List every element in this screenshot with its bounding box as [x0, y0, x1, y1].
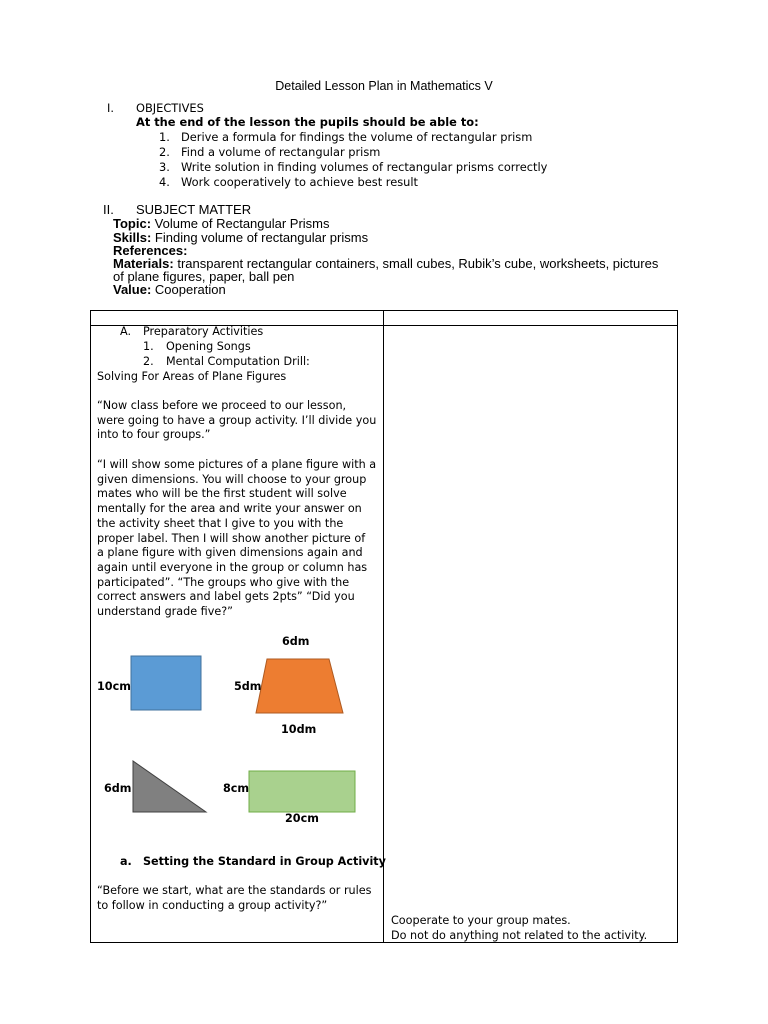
pupil-response — [391, 914, 676, 943]
rectangle-shape — [249, 771, 355, 812]
paragraph-line: mentally for the area and write your answer on — [97, 502, 362, 516]
triangle-shape — [133, 761, 206, 812]
paragraph-line: the activity sheet that I give to you with the — [97, 516, 344, 530]
triangle-label: 6dm — [104, 782, 132, 795]
objectives-intro: At the end of the lesson the pupils should be able to: — [136, 115, 479, 129]
trapezoid-shape — [256, 659, 343, 713]
paragraph-line: into to four groups.” — [97, 428, 211, 442]
paragraph-line: given dimensions. You will choose to your group — [97, 472, 367, 486]
table-column-divider — [383, 310, 384, 943]
objective-text: Work cooperatively to achieve best result — [181, 175, 419, 189]
paragraph-line: correct answers and label gets 2pts” “Did you — [97, 590, 355, 604]
square-shape — [131, 656, 201, 710]
topic-value: Volume of Rectangular Prisms — [154, 216, 330, 231]
document-title: Detailed Lesson Plan in Mathematics V — [275, 79, 493, 93]
materials-label: Materials: — [113, 256, 174, 271]
objectives-numeral: I. — [107, 101, 114, 115]
rectangle-side-label: 8cm — [223, 782, 250, 795]
references-label: References: — [113, 243, 188, 258]
prep-letter: A. — [120, 325, 132, 338]
paragraph-line: again until everyone in the group or column has — [97, 560, 368, 574]
plane-figures — [90, 630, 380, 830]
response-line: Do not do anything not related to the activity. — [391, 928, 648, 942]
teacher-paragraph-2 — [97, 458, 382, 620]
standard-heading: Setting the Standard in Group Activity — [143, 855, 386, 868]
rectangle-bottom-label: 20cm — [285, 812, 319, 825]
objective-num: 4. — [159, 175, 170, 189]
sub-item-num: 2. — [143, 355, 154, 368]
objective-num: 3. — [159, 160, 170, 174]
square-label: 10cm — [97, 680, 131, 693]
subject-matter-numeral: II. — [103, 202, 114, 217]
objective-num: 1. — [159, 130, 170, 144]
objective-text: Write solution in finding volumes of rectangular prisms correctly — [181, 160, 548, 174]
skills-label: Skills: — [113, 230, 152, 245]
value-line — [113, 282, 226, 297]
response-line: Cooperate to your group mates. — [391, 914, 571, 927]
paragraph-line: “Now class before we proceed to our lesson, — [97, 399, 347, 412]
objective-text: Find a volume of rectangular prism — [181, 145, 381, 159]
objective-num: 2. — [159, 145, 170, 159]
skills-value: Finding volume of rectangular prisms — [154, 230, 369, 245]
trapezoid-side-label: 5dm — [234, 680, 262, 693]
paragraph-line: “Before we start, what are the standards or rules — [97, 884, 372, 897]
topic-label: Topic: — [113, 216, 152, 231]
trapezoid-top-label: 6dm — [282, 635, 310, 648]
sub-item-num: 1. — [143, 340, 154, 353]
paragraph-line: a plane figure with given dimensions again and — [97, 546, 363, 560]
paragraph-line: to follow in conducting a group activity?” — [97, 898, 328, 912]
teacher-paragraph-1 — [97, 399, 382, 443]
mental-drill: Mental Computation Drill: — [166, 355, 310, 368]
teacher-paragraph-3 — [97, 884, 382, 913]
paragraph-line: proper label. Then I will show another picture of — [97, 531, 366, 545]
standard-letter: a. — [120, 855, 132, 868]
paragraph-line: understand grade five?” — [97, 605, 233, 619]
prep-heading: Preparatory Activities — [143, 325, 264, 338]
subject-matter-heading: SUBJECT MATTER — [136, 202, 252, 217]
trapezoid-bottom-label: 10dm — [281, 723, 317, 736]
paragraph-line: “I will show some pictures of a plane figure with a — [97, 458, 377, 471]
opening-songs: Opening Songs — [166, 340, 251, 353]
objectives-heading: OBJECTIVES — [136, 101, 204, 115]
paragraph-line: were going to have a group activity. I’ll divide you — [97, 413, 377, 427]
paragraph-line: mates who will be the first student will solve — [97, 487, 347, 501]
paragraph-line: participated”. “The groups who give with the — [97, 575, 350, 589]
materials-value: transparent rectangular containers, small cubes, Rubik’s cube, worksheets, pictures — [177, 256, 659, 271]
value-label: Value: — [113, 282, 152, 297]
materials-line-2: of plane figures, paper, ball pen — [113, 269, 295, 284]
drill-title: Solving For Areas of Plane Figures — [97, 370, 287, 383]
topic-line — [113, 216, 330, 231]
value-value: Cooperation — [154, 282, 226, 297]
objective-text: Derive a formula for findings the volume of rectangular prism — [181, 130, 533, 144]
